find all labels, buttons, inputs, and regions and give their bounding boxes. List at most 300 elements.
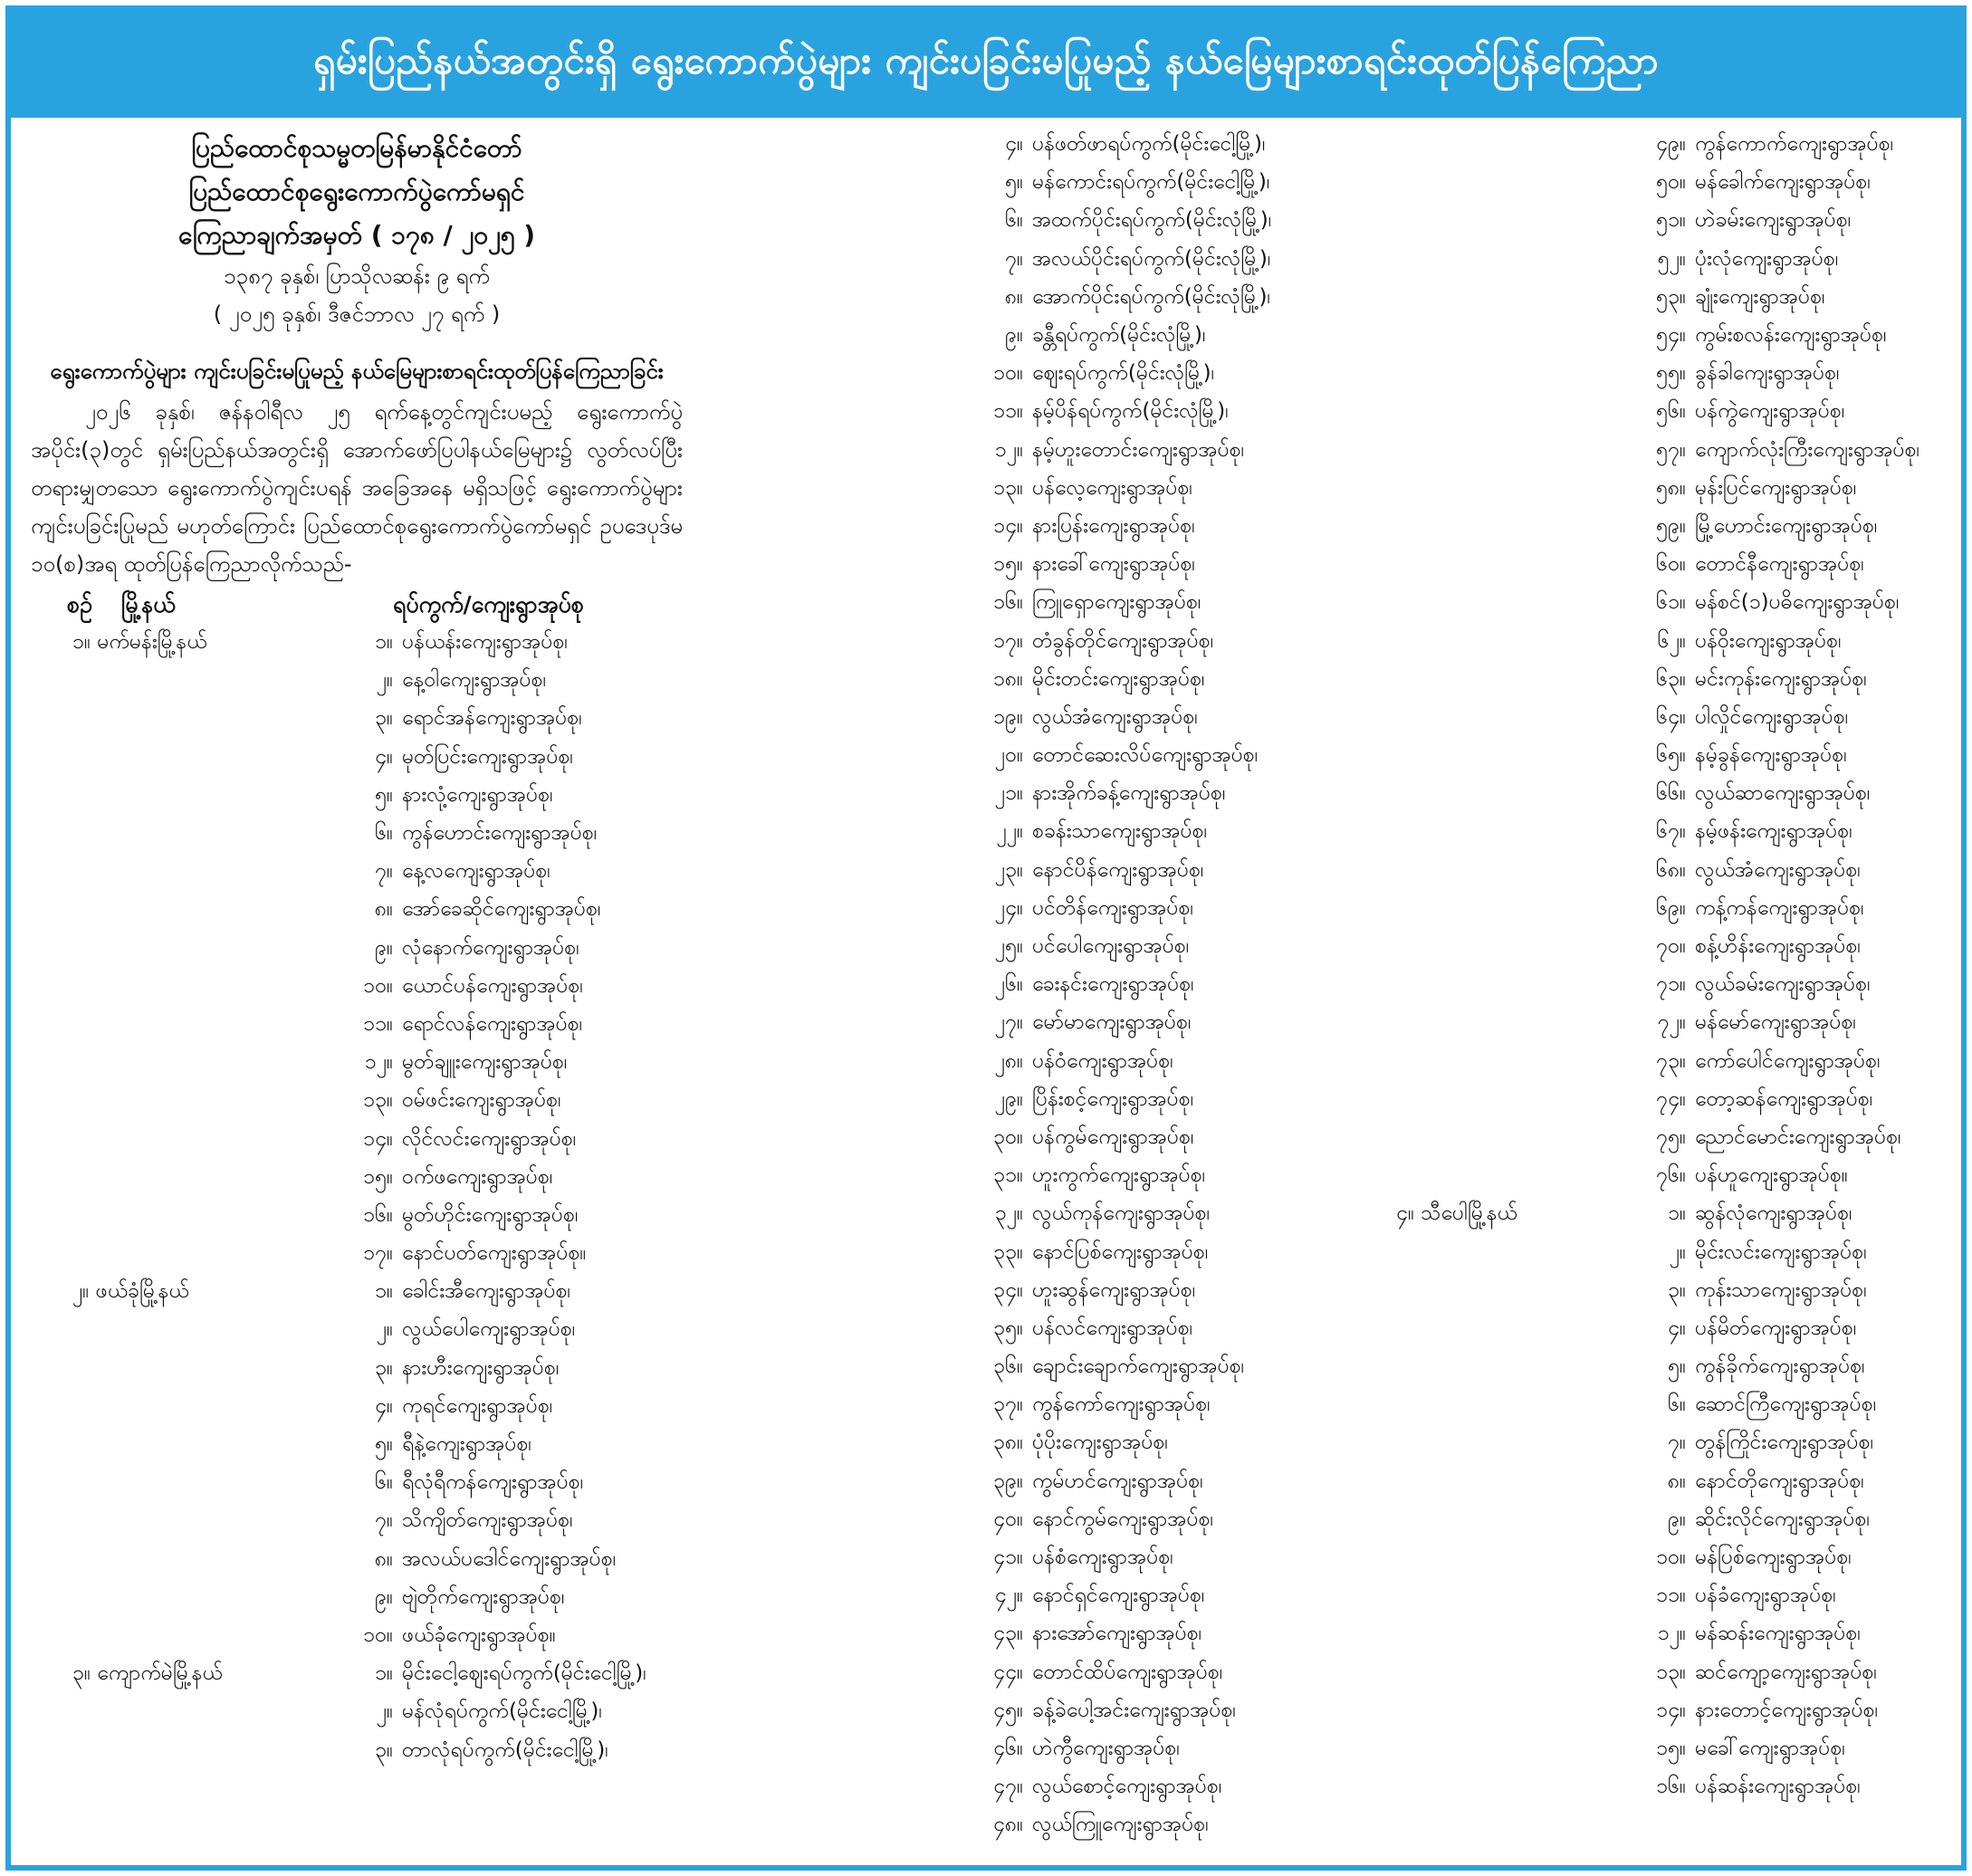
ward-name: နောင်ပတ်ကျေးရွာအုပ်စု။ <box>402 1241 587 1266</box>
ward-name: နမ့်ခွန်ကျေးရွာအုပ်စု၊ <box>1695 743 1847 768</box>
ward-name: မန်ခေါက်ကျေးရွာအုပ်စု၊ <box>1695 170 1871 195</box>
item-number: ၂၀။ <box>994 743 1023 768</box>
item-number: ၄၇။ <box>993 1775 1023 1799</box>
ward-name: နမ့်ဟူးတောင်းကျေးရွာအုပ်စု၊ <box>1032 437 1245 462</box>
list-item <box>1369 1311 1948 1349</box>
ward-name: မုတ်ပြင်းကျေးရွာအုပ်စု၊ <box>402 744 574 769</box>
item-number: ၁၇။ <box>993 628 1023 653</box>
ward-name: ပါလှိုင်ကျေးရွာအုပ်စု၊ <box>1695 704 1849 729</box>
list-column-1 <box>31 625 963 1771</box>
list-item <box>1369 1120 1948 1158</box>
item-number: ၁၉။ <box>993 704 1023 729</box>
ward-name: နောင်ပြစ်ကျေးရွာအုပ်စု၊ <box>1032 1240 1209 1264</box>
list-item <box>31 1427 963 1465</box>
ward-name: ပန်ဝိုးကျေးရွာအုပ်စု၊ <box>1695 628 1842 653</box>
ward-name: ချုံးကျေးရွာအုပ်စု၊ <box>1695 284 1825 309</box>
item-number: ၆၈။ <box>1655 857 1686 882</box>
item-number: ၅။ <box>375 782 393 807</box>
list-item <box>1369 929 1948 967</box>
item-number: ၁၃။ <box>363 1088 393 1113</box>
item-number: ၄၁။ <box>993 1546 1023 1570</box>
ward-name: မန်ပြစ်ကျေးရွာအုပ်စု၊ <box>1695 1546 1852 1570</box>
ward-name: ကွမ်းစလန်းကျေးရွာအုပ်စု၊ <box>1695 323 1887 348</box>
item-number: ၁၆။ <box>993 590 1023 615</box>
ward-name: ကုန်းသာကျေးရွာအုပ်စု၊ <box>1695 1278 1867 1302</box>
ward-name: မင်းကုန်းကျေးရွာအုပ်စု၊ <box>1695 666 1867 691</box>
item-number: ၂၈။ <box>994 1048 1023 1073</box>
list-item <box>1369 433 1948 471</box>
ward-name: လွယ်အံကျေးရွာအုပ်စု၊ <box>1032 704 1198 729</box>
ward-name: အလယ်ပဒေါင်ကျေးရွာအုပ်စု၊ <box>402 1546 617 1571</box>
ward-name: ပန်ဖတ်ဖာရပ်ကွက်(မိုင်းငေါ့မြို့)၊ <box>1032 132 1266 157</box>
ward-name: မုန်းပြင်ကျေးရွာအုပ်စု၊ <box>1695 475 1857 500</box>
list-item <box>1369 967 1948 1005</box>
list-item <box>31 1694 963 1732</box>
title-bar <box>11 11 1961 118</box>
ward-name: ယောင်ပန်ကျေးရွာအုပ်စု၊ <box>402 973 583 998</box>
item-number: ၃။ <box>375 1355 393 1380</box>
township-label: ၂။ ဖယ်ခုံမြို့နယ် <box>72 1279 189 1304</box>
ward-name: ကုရင်ကျေးရွာအုပ်စု၊ <box>402 1393 553 1418</box>
item-number: ၅၃။ <box>1656 284 1686 309</box>
ward-name: နောင်ပိန်ကျေးရွာအုပ်စု၊ <box>1032 857 1204 882</box>
header-no: စဉ် <box>67 591 92 617</box>
ward-name: ပန်ဟူကျေးရွာအုပ်စု။ <box>1695 1163 1848 1188</box>
item-number: ၅၇။ <box>1656 437 1686 462</box>
list-item <box>31 1465 963 1503</box>
list-item <box>1369 1693 1948 1731</box>
item-number: ၇၀။ <box>1656 934 1686 959</box>
ward-name: ပန်လေ့ကျေးရွာအုပ်စု၊ <box>1032 475 1193 500</box>
item-number: ၁၁။ <box>993 399 1023 424</box>
list-item <box>1369 127 1948 165</box>
item-number: ၅၀။ <box>1656 170 1686 195</box>
ward-name: ကြူရှောကျေးရွာအုပ်စု၊ <box>1032 590 1201 615</box>
item-number: ၇။ <box>1005 246 1023 271</box>
list-item <box>1369 853 1948 891</box>
list-column-3 <box>1369 127 1948 1807</box>
ward-name: မိုင်းငေါ့ဈေးရပ်ကွက်(မိုင်းငေါ့မြို့)၊ <box>402 1661 646 1686</box>
list-item <box>1369 1464 1948 1502</box>
ward-name: ဆင်ကျော့ကျေးရွာအုပ်စု၊ <box>1695 1660 1878 1684</box>
ward-name: ပန်ကွဲကျေးရွာအုပ်စု၊ <box>1695 399 1845 424</box>
item-number: ၁၀။ <box>363 973 393 998</box>
list-item <box>1369 1655 1948 1693</box>
list-item <box>31 1618 963 1656</box>
ward-name: ပုံပိုးကျေးရွာအုပ်စု၊ <box>1032 1431 1169 1455</box>
ward-name: ကွမ်ဟင်ကျေးရွာအုပ်စု၊ <box>1032 1469 1203 1493</box>
ward-name: ကွန်ခိုက်ကျေးရွာအုပ်စု၊ <box>1695 1354 1865 1379</box>
list-item <box>1369 280 1948 318</box>
item-number: ၆၆။ <box>1656 781 1686 806</box>
list-item <box>1369 662 1948 700</box>
ward-name: ဟဲကွီကျေးရွာအုပ်စု၊ <box>1032 1736 1180 1760</box>
list-item <box>31 854 963 892</box>
ward-name: ပန်ယန်းကျေးရွာအုပ်စု၊ <box>402 630 569 655</box>
item-number: ၂၂။ <box>996 819 1023 844</box>
list-header <box>31 585 963 625</box>
item-number: ၁၀။ <box>993 361 1023 386</box>
item-number: ၇၃။ <box>1656 1048 1686 1073</box>
item-number: ၁၄။ <box>993 513 1023 538</box>
ward-name: ဆိုင်းလိုင်ကျေးရွာအုပ်စု၊ <box>1695 1507 1871 1531</box>
subject-heading: ရွေးကောက်ပွဲများ ကျင်းပခြင်းမပြုမည့် နယ်မြေများစာရင်းထုတ်ပြန်ကြေညာခြင်း <box>50 359 664 384</box>
ward-name: နားပြန်းကျေးရွာအုပ်စု၊ <box>1032 513 1195 538</box>
item-number: ၁၂။ <box>994 437 1023 462</box>
item-number: ၁၂။ <box>1657 1622 1686 1646</box>
list-item <box>31 1580 963 1618</box>
list-item <box>1369 547 1948 585</box>
ward-name: နမ့်ဖန်းကျေးရွာအုပ်စု၊ <box>1695 819 1852 844</box>
list-item <box>31 1351 963 1389</box>
item-number: ၃၃။ <box>993 1240 1023 1264</box>
ward-name: နောင်ကွမ်ကျေးရွာအုပ်စု၊ <box>1032 1507 1214 1531</box>
item-number: ၆။ <box>375 1470 393 1495</box>
ward-name: ပန်ခံကျေးရွာအုပ်စု၊ <box>1695 1584 1836 1608</box>
ward-name: ပန်စံကျေးရွာအုပ်စု၊ <box>1032 1546 1173 1570</box>
item-number: ၉။ <box>375 1584 393 1609</box>
list-item <box>1369 776 1948 814</box>
item-number: ၇၅။ <box>1656 1125 1686 1149</box>
ward-name: နောင်တိုကျေးရွာအုပ်စု၊ <box>1695 1469 1864 1493</box>
ward-name: တော့ဆန်ကျေးရွာအုပ်စု၊ <box>1695 1086 1873 1111</box>
list-item <box>31 1503 963 1541</box>
item-number: ၄။ <box>1005 132 1023 157</box>
list-item <box>1369 165 1948 203</box>
item-number: ၂၄။ <box>994 895 1023 920</box>
item-number: ၆၇။ <box>1656 819 1686 844</box>
item-number: ၂။ <box>376 1317 393 1342</box>
list-item <box>1369 1273 1948 1311</box>
item-number: ၁။ <box>1668 1201 1686 1226</box>
ward-name: မန်ကောင်းရပ်ကွက်(မိုင်းငေါ့မြို့)၊ <box>1032 170 1270 195</box>
list-item <box>31 1656 963 1694</box>
item-number: ၂၆။ <box>994 972 1023 997</box>
list-item <box>31 663 963 701</box>
ward-name: စန့်ဟိန်းကျေးရွာအုပ်စု၊ <box>1695 934 1862 959</box>
item-number: ၁၃။ <box>993 475 1023 500</box>
ward-name: တံခွန်တိုင်ကျေးရွာအုပ်စု၊ <box>1032 628 1214 653</box>
ward-name: ပန်လင်ကျေးရွာအုပ်စု၊ <box>1032 1316 1193 1340</box>
list-item <box>1369 1387 1948 1425</box>
ward-name: ပြိန်းစင့်ကျေးရွာအုပ်စု၊ <box>1032 1086 1194 1111</box>
list-item <box>1369 1349 1948 1387</box>
township-label: ၄။ သီပေါမြို့နယ် <box>1396 1201 1517 1226</box>
ward-name: ခွန်ခါကျေးရွာအုပ်စု၊ <box>1695 361 1840 386</box>
list-item <box>31 1389 963 1427</box>
ward-name: တွန်ကြိုင်းကျေးရွာအုပ်စု၊ <box>1695 1431 1874 1455</box>
ward-name: ခန့်ခဲပေါ့အင်းကျေးရွာအုပ်စု၊ <box>1032 1698 1237 1722</box>
ward-name: ဝက်ဖကျေးရွာအုပ်စု၊ <box>402 1164 553 1189</box>
item-number: ၅၄။ <box>1656 323 1686 348</box>
township-label: ၁။ မက်မန်းမြို့နယ် <box>72 630 207 655</box>
item-number: ၈။ <box>374 897 393 922</box>
ward-name: သိကျိတ်ကျေးရွာအုပ်စု၊ <box>402 1508 573 1533</box>
item-number: ၅။ <box>375 1432 393 1457</box>
ward-name: လိုင်လင်းကျေးရွာအုပ်စု၊ <box>402 1126 577 1151</box>
item-number: ၁၆။ <box>1656 1775 1686 1799</box>
header-ward: ရပ်ကွက်/ကျေးရွာအုပ်စု <box>393 591 584 617</box>
item-number: ၈။ <box>1667 1469 1686 1493</box>
list-item <box>31 625 963 663</box>
item-number: ၇၂။ <box>1657 1010 1686 1035</box>
item-number: ၉။ <box>1005 323 1023 348</box>
list-item <box>31 1312 963 1350</box>
list-item <box>1369 394 1948 432</box>
item-number: ၄။ <box>375 1393 393 1418</box>
ward-name: ကွန်ကောက်ကျေးရွာအုပ်စု၊ <box>1695 132 1894 157</box>
list-item <box>1369 1158 1948 1196</box>
list-item <box>31 892 963 930</box>
list-item <box>31 778 963 816</box>
ward-name: လွယ်ဆာကျေးရွာအုပ်စု၊ <box>1695 781 1871 806</box>
item-number: ၇၆။ <box>1656 1163 1686 1188</box>
list-item <box>1369 585 1948 623</box>
ward-name: ဆွန်လုံကျေးရွာအုပ်စု၊ <box>1695 1201 1852 1226</box>
item-number: ၂။ <box>376 668 393 693</box>
ward-name: ရီနဲ့ကျေးရွာအုပ်စု၊ <box>402 1432 532 1457</box>
announcement-number: ကြေညာချက်အမှတ် ( ၁၇၈ / ၂၀၂၅ ) <box>177 220 536 250</box>
item-number: ၆၅။ <box>1656 743 1686 768</box>
ward-name: နားအော်ကျေးရွာအုပ်စု၊ <box>1032 1622 1202 1646</box>
header-township: မြို့နယ် <box>121 591 176 617</box>
ward-name: ပန်ကွမ်ကျေးရွာအုပ်စု၊ <box>1032 1125 1194 1149</box>
list-item <box>1369 1769 1948 1807</box>
list-item <box>1369 1005 1948 1043</box>
item-number: ၁၆။ <box>363 1202 393 1227</box>
right-column <box>1369 127 1948 1807</box>
country-name: ပြည်ထောင်စုသမ္မတမြန်မာနိုင်ငံတော် <box>191 133 522 163</box>
list-item <box>31 969 963 1007</box>
item-number: ၁။ <box>375 630 393 655</box>
ward-name: ပင်ပေါကျေးရွာအုပ်စု၊ <box>1032 934 1190 959</box>
item-number: ၆။ <box>1005 208 1023 233</box>
list-item <box>1369 1044 1948 1082</box>
list-item <box>1369 203 1948 241</box>
ward-name: မန်စင်(၁)ပဓိကျေးရွာအုပ်စု၊ <box>1695 590 1900 615</box>
list-item <box>1369 891 1948 929</box>
item-number: ၃၅။ <box>993 1316 1023 1340</box>
list-item <box>31 1045 963 1083</box>
ward-name: မော်မာကျေးရွာအုပ်စု၊ <box>1032 1010 1192 1035</box>
ward-name: နားတောင့်ကျေးရွာအုပ်စု၊ <box>1695 1698 1879 1722</box>
notice-frame <box>5 5 1967 1871</box>
ward-name: နားအိုက်ခန့်ကျေးရွာအုပ်စု၊ <box>1032 781 1226 806</box>
list-item <box>31 816 963 854</box>
item-number: ၄၆။ <box>993 1736 1023 1760</box>
ward-name: လွယ်ကြူကျေးရွာအုပ်စု၊ <box>1032 1813 1209 1837</box>
item-number: ၂၁။ <box>994 781 1023 806</box>
ward-name: ဝမ်ဖင်းကျေးရွာအုပ်စု၊ <box>402 1088 561 1113</box>
item-number: ၇။ <box>1668 1431 1686 1455</box>
ward-name: နေ့ဝါကျေးရွာအုပ်စု၊ <box>402 668 547 693</box>
list-item <box>1369 1731 1948 1769</box>
ward-name: တာလုံရပ်ကွက်(မိုင်းငေါ့မြို့)၊ <box>402 1737 608 1762</box>
ward-name: မခေါ်ကျေးရွာအုပ်စု၊ <box>1695 1736 1845 1760</box>
list-item <box>1369 1234 1948 1272</box>
item-number: ၉။ <box>1668 1507 1686 1531</box>
ward-name: ညောင်မောင်းကျေးရွာအုပ်စု၊ <box>1695 1125 1901 1149</box>
list-item <box>971 1807 1496 1845</box>
list-item <box>1369 1196 1948 1234</box>
list-item <box>1369 318 1948 356</box>
ward-name: အော်ခေဆိုင်ကျေးရွာအုပ်စု၊ <box>402 897 601 922</box>
item-number: ၆။ <box>1668 1393 1686 1417</box>
list-item <box>1369 1540 1948 1578</box>
ward-name: ရောင်အန်ကျေးရွာအုပ်စု၊ <box>402 706 582 731</box>
ward-name: လွယ်ပေါကျေးရွာအုပ်စု၊ <box>402 1317 576 1342</box>
item-number: ၃၄။ <box>993 1278 1023 1302</box>
item-number: ၅၅။ <box>1656 361 1686 386</box>
item-number: ၁၅။ <box>993 552 1023 577</box>
list-item <box>1369 1425 1948 1463</box>
ward-name: ပုံးလုံကျေးရွာအုပ်စု၊ <box>1695 246 1839 271</box>
item-number: ၄၉။ <box>1656 132 1686 157</box>
ward-name: ရောင်လန်ကျေးရွာအုပ်စု၊ <box>402 1011 583 1036</box>
list-item <box>1369 1502 1948 1540</box>
ward-name: နားခေါ်ကျေးရွာအုပ်စု၊ <box>1032 552 1196 577</box>
item-number: ၆၃။ <box>1656 666 1686 691</box>
list-item <box>1369 738 1948 776</box>
item-number: ၅၈။ <box>1655 475 1686 500</box>
list-item <box>31 1542 963 1580</box>
ward-name: ဟူးဆွန်ကျေးရွာအုပ်စု၊ <box>1032 1278 1196 1302</box>
item-number: ၅၂။ <box>1657 246 1686 271</box>
item-number: ၃၇။ <box>993 1393 1023 1417</box>
ward-name: မန်မော်ကျေးရွာအုပ်စု၊ <box>1695 1010 1857 1035</box>
ward-name: တောင်ထိပ်ကျေးရွာအုပ်စု၊ <box>1032 1660 1223 1684</box>
ward-name: မွတ်ချူးကျေးရွာအုပ်စု၊ <box>402 1050 568 1075</box>
item-number: ၁၃။ <box>1656 1660 1686 1684</box>
ward-name: ကော်ပေါင်ကျေးရွာအုပ်စု၊ <box>1695 1048 1881 1073</box>
item-number: ၁၁။ <box>1656 1584 1686 1608</box>
item-number: ၆၀။ <box>1656 552 1686 577</box>
page-title: ရှမ်းပြည်နယ်အတွင်းရှိ ရွေးကောက်ပွဲများ ကျင်းပခြင်းမပြုမည့် နယ်မြေများစာရင်းထုတ်ပြန်ကြေညာ <box>312 38 1659 82</box>
list-item <box>31 1121 963 1159</box>
list-item <box>1369 1082 1948 1120</box>
commission-name: ပြည်ထောင်စုရွေးကောက်ပွဲကော်မရှင် <box>188 177 525 206</box>
date-myanmar: ၁၃၈၇ ခုနှစ်၊ ပြာသိုလဆန်း ၉ ရက် <box>224 263 490 289</box>
list-item <box>31 1083 963 1121</box>
date-gregorian: ( ၂၀၂၅ ခုနှစ်၊ ဒီဇင်ဘာလ ၂၇ ရက် ) <box>213 302 501 327</box>
item-number: ၁၄။ <box>1656 1698 1686 1722</box>
item-number: ၅။ <box>1005 170 1023 195</box>
item-number: ၆၁။ <box>1656 590 1686 615</box>
item-number: ၇၄။ <box>1656 1086 1686 1111</box>
ward-name: နေ့လကျေးရွာအုပ်စု၊ <box>402 859 550 884</box>
item-number: ၈။ <box>1004 284 1023 309</box>
item-number: ၂၇။ <box>994 1010 1023 1035</box>
item-number: ၁၂။ <box>364 1050 393 1075</box>
ward-name: လွယ်ခမ်းကျေးရွာအုပ်စု၊ <box>1695 972 1871 997</box>
item-number: ၂၅။ <box>994 934 1023 959</box>
ward-name: နောင်ရှင်ကျေးရွာအုပ်စု၊ <box>1032 1584 1205 1608</box>
list-item <box>1369 356 1948 394</box>
list-item <box>1369 509 1948 547</box>
ward-name: မိုင်းလင်းကျေးရွာအုပ်စု၊ <box>1695 1240 1867 1264</box>
item-number: ၄၂။ <box>994 1584 1023 1608</box>
item-number: ၃၁။ <box>993 1163 1023 1188</box>
ward-name: ခန္တီရပ်ကွက်(မိုင်းလုံမြို့)၊ <box>1032 323 1206 348</box>
item-number: ၁၅။ <box>363 1164 393 1189</box>
item-number: ၂။ <box>376 1699 393 1724</box>
ward-name: မန်လုံရပ်ကွက်(မိုင်းငေါ့မြို့)၊ <box>402 1699 603 1724</box>
ward-name: လွယ်ကုန်ကျေးရွာအုပ်စု၊ <box>1032 1201 1211 1226</box>
item-number: ၇။ <box>375 859 393 884</box>
ward-name: မန်ဆန်းကျေးရွာအုပ်စု၊ <box>1695 1622 1861 1646</box>
ward-name: မြို့ဟောင်းကျေးရွာအုပ်စု၊ <box>1695 513 1878 538</box>
list-item <box>31 1732 963 1770</box>
ward-name: ဗျဲတိုက်ကျေးရွာအုပ်စု၊ <box>402 1584 565 1609</box>
list-item <box>1369 242 1948 280</box>
item-number: ၃၉။ <box>993 1469 1023 1493</box>
item-number: ၅၉။ <box>1656 513 1686 538</box>
item-number: ၆၉။ <box>1656 895 1686 920</box>
list-item <box>1369 623 1948 661</box>
ward-name: ဆောင်ကြီကျေးရွာအုပ်စု၊ <box>1695 1393 1877 1417</box>
ward-name: ဟူးကွက်ကျေးရွာအုပ်စု၊ <box>1032 1163 1206 1188</box>
item-number: ၁။ <box>375 1279 393 1304</box>
announcement-header <box>31 127 683 333</box>
announcement-paragraph: ၂၀၂၆ ခုနှစ်၊ ဇန်နဝါရီလ ၂၅ ရက်နေ့တွင်ကျင်းပမည့် ရွေးကောက်ပွဲ အပိုင်း(၃)တွင် ရှမ်းပြည်နယ်အတွင်းရှိ အောက်ဖော်ပြပါနယ်မြေများ၌ လွတ်လပ်ပြီးတရားမျှတသော ရွေးကောက်ပွဲကျင်းပရန် အခြေအနေ မရှိသဖြင့် ရွေးကောက်ပွဲများကျင်းပခြင်းပြုမည် မဟုတ်ကြောင်း ပြည်ထောင်စုရွေးကောက်ပွဲကော်မရှင် ဥပဒေပုဒ်မ ၁၀(စ)အရ ထုတ်ပြန်ကြေညာလိုက်သည်- <box>31 399 683 577</box>
list-item <box>31 701 963 739</box>
item-number: ၃။ <box>1668 1278 1686 1302</box>
ward-name: ချောင်းချောက်ကျေးရွာအုပ်စု၊ <box>1032 1354 1245 1379</box>
item-number: ၂၉။ <box>994 1086 1023 1111</box>
ward-name: အောက်ပိုင်းရပ်ကွက်(မိုင်းလုံမြို့)၊ <box>1032 284 1271 309</box>
list-item <box>1369 1578 1948 1616</box>
ward-name: ပန်ဆန်းကျေးရွာအုပ်စု၊ <box>1695 1775 1861 1799</box>
ward-name: မွတ်ဟိုင်းကျေးရွာအုပ်စု၊ <box>402 1202 579 1227</box>
list-item <box>31 1236 963 1274</box>
ward-name: ကျောက်လုံးကြီးကျေးရွာအုပ်စု၊ <box>1695 437 1920 462</box>
item-number: ၄၃။ <box>993 1622 1023 1646</box>
item-number: ၃။ <box>375 706 393 731</box>
ward-name: တောင်ဆေးလိပ်ကျေးရွာအုပ်စု၊ <box>1032 743 1259 768</box>
list-item <box>1369 700 1948 738</box>
ward-name: ရီလုံရီကန်ကျေးရွာအုပ်စု၊ <box>402 1470 584 1495</box>
item-number: ၄။ <box>1668 1316 1686 1340</box>
item-number: ၄၅။ <box>993 1698 1023 1722</box>
ward-name: ကန့်ကန်ကျေးရွာအုပ်စု၊ <box>1695 895 1864 920</box>
ward-name: ကွန်ကော်ကျေးရွာအုပ်စု၊ <box>1032 1393 1211 1417</box>
left-column <box>31 127 963 1771</box>
item-number: ၃၈။ <box>992 1431 1023 1455</box>
ward-name: နားဟီးကျေးရွာအုပ်စု၊ <box>402 1355 560 1380</box>
item-number: ၂။ <box>1669 1240 1686 1264</box>
item-number: ၃၆။ <box>993 1354 1023 1379</box>
item-number: ၉။ <box>375 935 393 960</box>
item-number: ၁၀။ <box>1656 1546 1686 1570</box>
item-number: ၄၀။ <box>993 1507 1023 1531</box>
list-item <box>1369 814 1948 852</box>
list-item <box>31 931 963 969</box>
list-item <box>31 740 963 778</box>
ward-name: ခေးနင်းကျေးရွာအုပ်စု၊ <box>1032 972 1194 997</box>
ward-name: လွယ်စောင့်ကျေးရွာအုပ်စု၊ <box>1032 1775 1222 1799</box>
item-number: ၄၄။ <box>993 1660 1023 1684</box>
ward-name: လွယ်အံကျေးရွာအုပ်စု၊ <box>1695 857 1861 882</box>
ward-name: လုံနောက်ကျေးရွာအုပ်စု၊ <box>402 935 579 960</box>
item-number: ၈။ <box>374 1546 393 1571</box>
ward-name: နားလုံ့ကျေးရွာအုပ်စု၊ <box>402 782 553 807</box>
list-item <box>31 1007 963 1045</box>
item-number: ၁။ <box>375 1661 393 1686</box>
ward-name: နမ့်ပိန်ရပ်ကွက်(မိုင်းလုံမြို့)၊ <box>1032 399 1229 424</box>
ward-name: ပင်တိန်ကျေးရွာအုပ်စု၊ <box>1032 895 1194 920</box>
ward-name: ပန်မိတ်ကျေးရွာအုပ်စု၊ <box>1695 1316 1857 1340</box>
list-item <box>31 1274 963 1312</box>
